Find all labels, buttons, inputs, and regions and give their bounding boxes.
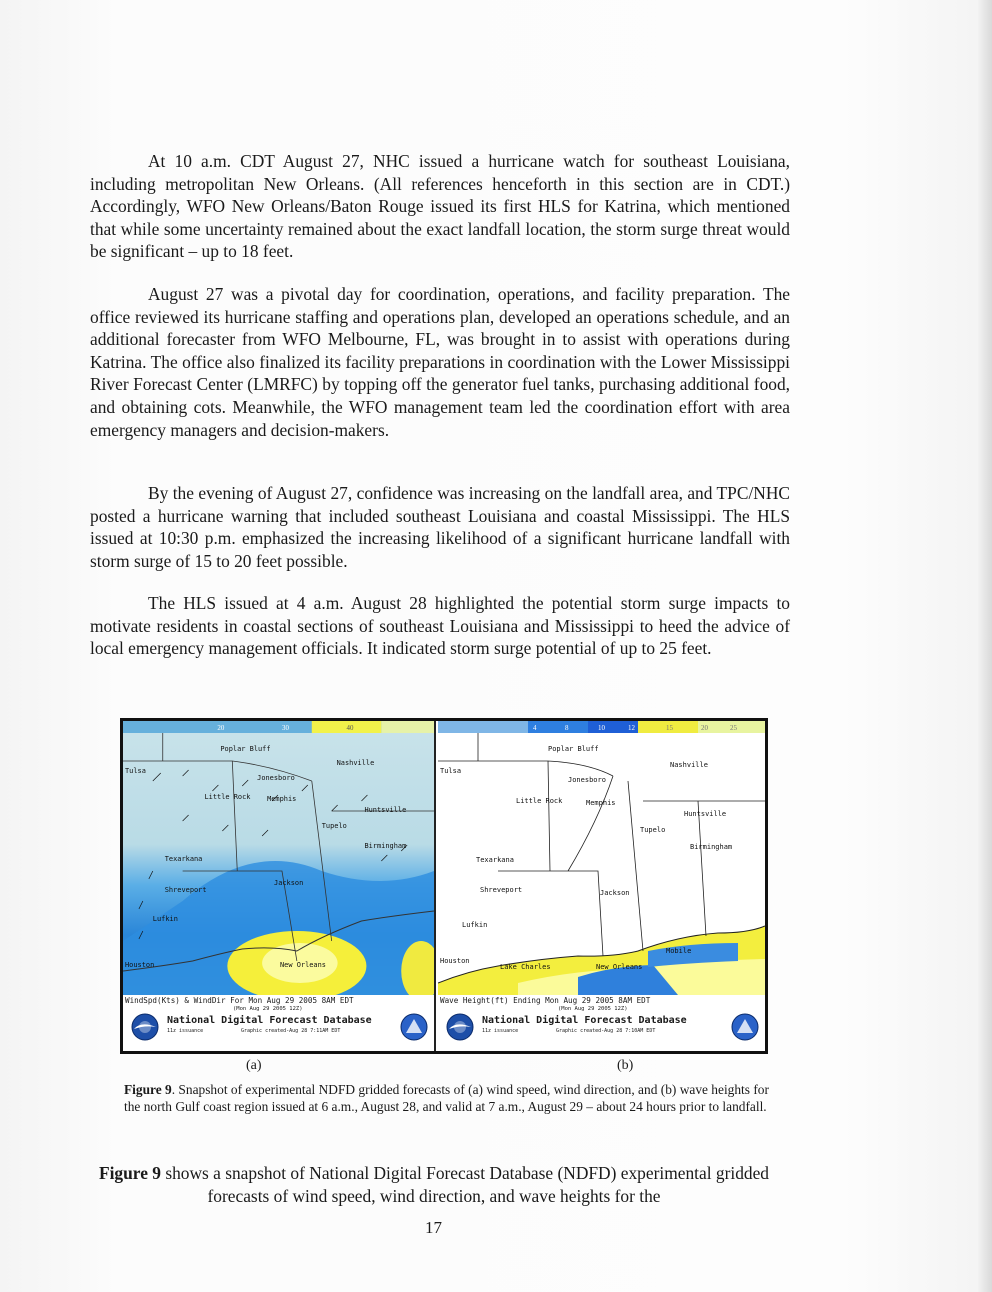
city-label: Memphis bbox=[586, 799, 616, 807]
noaa-logo-icon bbox=[131, 1013, 159, 1041]
page-number: 17 bbox=[425, 1218, 442, 1237]
noaa-logo-icon bbox=[446, 1013, 474, 1041]
wave-map-created: Graphic created-Aug 28 7:10AM EDT bbox=[556, 1028, 656, 1034]
page-edge bbox=[978, 0, 992, 1292]
city-label: Texarkana bbox=[164, 854, 203, 864]
wind-map-title: WindSpd(Kts) & WindDir For Mon Aug 29 2005 8AM EDT bbox=[125, 996, 354, 1005]
wind-map-caption bbox=[123, 995, 434, 1051]
city-label: Lufkin bbox=[152, 914, 178, 924]
city-label: Birmingham bbox=[690, 843, 733, 851]
city-label: New Orleans bbox=[279, 960, 326, 970]
city-label: Nashville bbox=[336, 758, 375, 768]
wind-map bbox=[123, 721, 434, 995]
city-label: Lufkin bbox=[462, 921, 488, 929]
city-label: Huntsville bbox=[364, 805, 407, 815]
city-label: Tulsa bbox=[124, 766, 146, 776]
wave-scale-8: 8 bbox=[565, 724, 569, 732]
figure-reference: Figure 9 bbox=[98, 1163, 161, 1183]
city-label: Texarkana bbox=[476, 856, 514, 864]
wind-map-created: Graphic created-Aug 28 7:11AM EDT bbox=[241, 1028, 341, 1034]
city-label: Tulsa bbox=[440, 767, 462, 775]
paragraph-1: At 10 a.m. CDT August 27, NHC issued a hurricane watch for southeast Louisiana, including metropolitan New Orleans. (All references henceforth in this section are in CDT.) Accordingly, WFO New Orleans/Baton Rouge issued its first HLS for Katrina, which mentioned that while some uncertainty remained about the exact landfall location, the storm surge threat would be significant – up to 18 feet. bbox=[90, 151, 790, 262]
figure-9 bbox=[120, 718, 768, 1054]
paragraph-4: The HLS issued at 4 a.m. August 28 highlighted the potential storm surge impacts to motivate residents in coastal sections of southeast Louisiana and Mississippi to heed the advice of local emergency management officials. It indicated storm surge potential of up to 25 feet. bbox=[90, 593, 790, 659]
city-label: Houston bbox=[440, 957, 470, 965]
wave-map bbox=[438, 721, 765, 995]
wave-scale-10: 10 bbox=[598, 724, 605, 732]
nws-logo-icon bbox=[400, 1013, 428, 1041]
city-label: Little Rock bbox=[516, 797, 563, 805]
nws-logo-icon bbox=[731, 1013, 759, 1041]
wave-map-panel bbox=[438, 721, 765, 1051]
city-label: Jackson bbox=[600, 889, 630, 897]
figure-caption bbox=[124, 1081, 774, 1115]
city-label: New Orleans bbox=[596, 963, 643, 971]
city-label: Houston bbox=[124, 960, 155, 970]
wave-map-utc: (Mon Aug 29 2005 12Z) bbox=[558, 1006, 628, 1012]
wind-scale-40: 40 bbox=[346, 723, 354, 733]
city-label: Poplar Bluff bbox=[548, 745, 599, 753]
city-label: Poplar Bluff bbox=[220, 744, 271, 754]
city-label: Jonesboro bbox=[257, 773, 295, 783]
city-label: Jackson bbox=[274, 878, 304, 888]
paragraph-5: Figure 9 shows a snapshot of National Digital Forecast Database (NDFD) experimental gridded forecasts of wind speed, wind direction, and wave heights for the bbox=[98, 1163, 770, 1206]
city-label: Tupelo bbox=[640, 826, 666, 834]
city-label: Memphis bbox=[267, 794, 297, 804]
wind-scale-30: 30 bbox=[281, 723, 289, 733]
wave-scale-20: 20 bbox=[701, 724, 708, 732]
wind-map-issuance: 11z issuance bbox=[167, 1028, 204, 1034]
city-label: Nashville bbox=[670, 761, 708, 769]
city-label: Huntsville bbox=[684, 810, 727, 818]
wind-map-database: National Digital Forecast Database bbox=[167, 1015, 372, 1026]
paragraph-3: By the evening of August 27, confidence was increasing on the landfall area, and TPC/NHC posted a hurricane warning that included southeast Louisiana and coastal Mississippi. The HLS issued at 10:30 p.m. emphasized the increasing likelihood of a significant hurricane landfall with storm surge of 15 to 20 feet possible. bbox=[90, 483, 790, 571]
wave-map-caption bbox=[438, 995, 765, 1051]
figure-label-b: (b) bbox=[617, 1058, 634, 1073]
city-label: Mobile bbox=[666, 947, 692, 955]
city-label: Shreveport bbox=[480, 886, 523, 894]
paragraph-2: August 27 was a pivotal day for coordination, operations, and facility preparation. The office reviewed its hurricane staffing and operations plan, developed an operations schedule, and an additional forecaster from WFO Melbourne, FL, was brought in to assist with operations during Katrina. The office also finalized its facility preparations in coordination with the Lower Mississippi River Forecast Center (LMRFC) by topping off the generator fuel tanks, purchasing additional food, and obtaining cots. Meanwhile, the WFO management team led the coordination effort with area emergency managers and decision-makers. bbox=[90, 284, 790, 440]
city-label: Jonesboro bbox=[568, 776, 606, 784]
wave-scale-12: 12 bbox=[628, 724, 635, 732]
wave-map-database: National Digital Forecast Database bbox=[482, 1015, 687, 1026]
wave-scale-4: 4 bbox=[533, 724, 537, 732]
wave-scale-25: 25 bbox=[730, 724, 737, 732]
city-label: Lake Charles bbox=[500, 963, 551, 971]
wind-map-panel bbox=[123, 721, 436, 1051]
figure-caption-text: . Snapshot of experimental NDFD gridded forecasts of (a) wind speed, wind direction, and (b) wave heights for the north Gulf coast region issued at 6 a.m., August 28, and valid at 7 a.m., August 29 – about 24 hours prior to landfall. bbox=[124, 1082, 769, 1114]
wind-scale-20: 20 bbox=[217, 723, 225, 733]
city-label: Shreveport bbox=[164, 885, 207, 895]
figure-label-a: (a) bbox=[246, 1058, 262, 1073]
wind-map-utc: (Mon Aug 29 2005 12Z) bbox=[233, 1006, 303, 1012]
wave-map-issuance: 11z issuance bbox=[482, 1028, 519, 1034]
city-label: Birmingham bbox=[364, 841, 407, 851]
figure-caption-label: Figure 9 bbox=[124, 1082, 172, 1097]
city-label: Tupelo bbox=[321, 821, 347, 831]
city-label: Little Rock bbox=[204, 792, 251, 802]
wave-scale-15: 15 bbox=[666, 724, 673, 732]
wave-map-title: Wave Height(ft) Ending Mon Aug 29 2005 8AM EDT bbox=[440, 996, 651, 1005]
